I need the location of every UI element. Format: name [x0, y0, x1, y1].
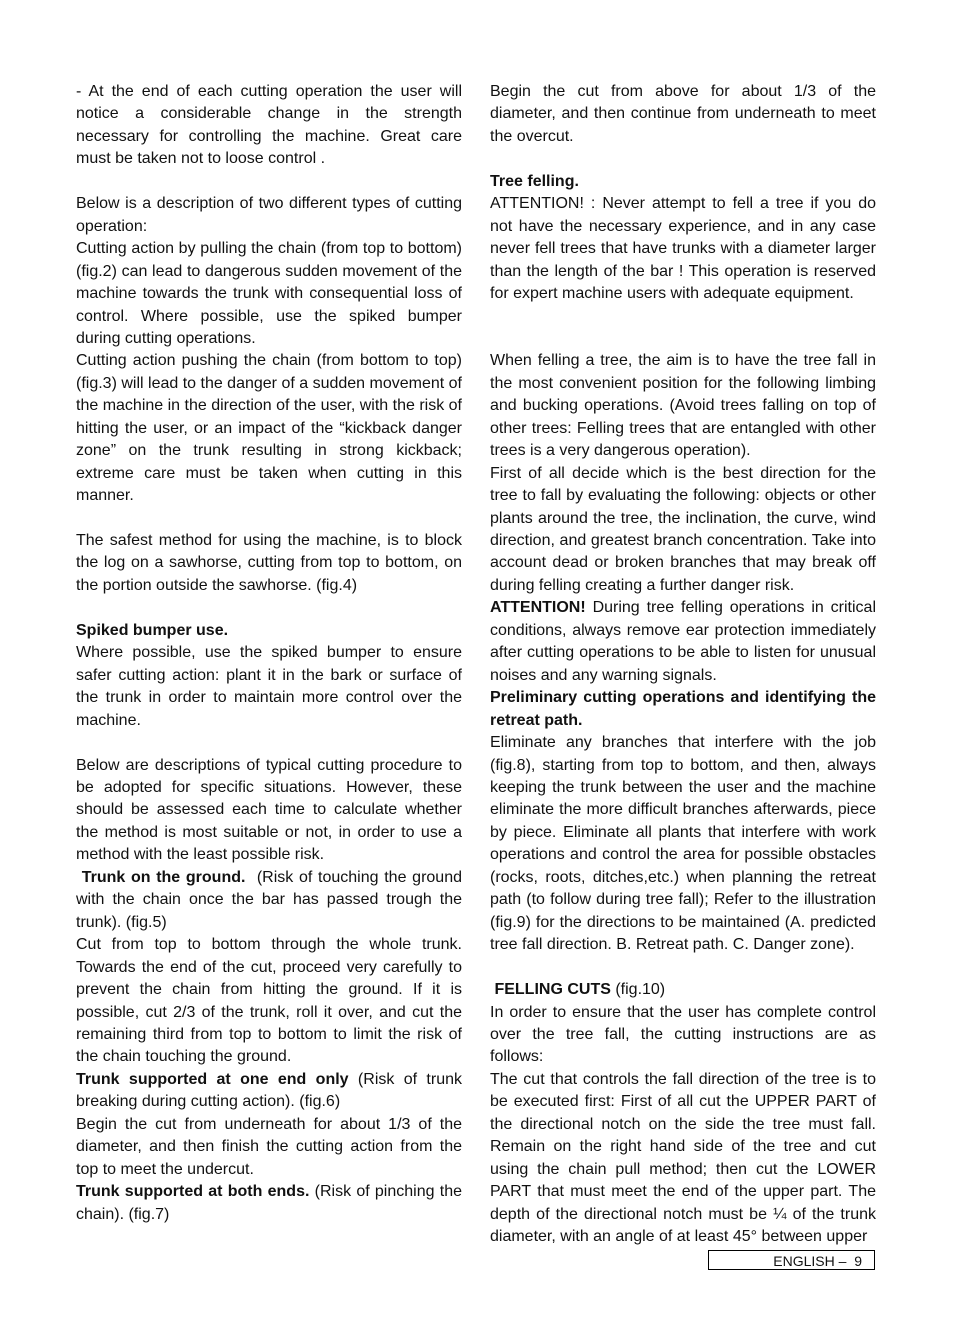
paragraph [76, 867, 467, 934]
section-heading-preliminary: Preliminary cutting operations and identifying the retreat path. [490, 689, 876, 729]
paragraph: The safest method for using the machine, is to block the log on a sawhorse, cutting from top to bottom, on the portion outside the sawhorse. (fig.4) [76, 532, 462, 594]
paragraph [76, 1181, 462, 1226]
paragraph: First of all decide which is the best direction for the tree to fall by evaluating the following: objects or other plants around the tree, the inclination, the curve, wind direction, and greatest branch concentration. Take into account dead or broken branches that may break off during felling creating a further danger risk. [490, 464, 876, 594]
page-number-box [708, 1250, 875, 1270]
left-column [76, 81, 467, 1226]
right-column [490, 81, 876, 1249]
inline-heading-one-end: Trunk supported at one end only [76, 1070, 349, 1088]
inline-text: (fig.10) [610, 981, 666, 999]
paragraph: When felling a tree, the aim is to have the tree fall in the most convenient position for the following limbing and bucking operations. (Avoid trees falling on top of other trees: Felling trees that are entangled with other trees is a very dangerous operation). [490, 352, 876, 460]
paragraph: Cutting action by pulling the chain (from top to bottom) (fig.2) can lead to dangerous sudden movement of the machine towards the trunk with consequential loss of control. Where possible, use the spiked bumper during cutting operations. [76, 240, 462, 347]
section-heading-tree-felling: Tree felling. [490, 172, 579, 190]
section-heading-felling-cuts: FELLING CUTS [490, 981, 611, 999]
paragraph [490, 597, 876, 687]
section-heading-spiked-bumper: Spiked bumper use. [76, 621, 229, 639]
paragraph [490, 979, 876, 1001]
attention-label: ATTENTION! [490, 599, 586, 617]
paragraph: Below are descriptions of typical cutting procedure to be adopted for specific situations. However, these should be assessed each time to calculate whether the method is most suitable or not, in order to use a method with the least possible risk. [76, 756, 462, 864]
inline-text: (Risk of pinching the chain). (fig.7) [76, 1183, 462, 1223]
inline-heading-trunk-on-ground: Trunk on the ground. [76, 868, 246, 886]
paragraph: Eliminate any branches that interfere with the job (fig.8), starting from top to bottom, and then, always keeping the trunk between the user and the machine eliminate the more difficult branches afterwards, piece by piece. Eliminate all plants that interfere with work operations and control the area for possible obstacles (rocks, roots, ditches,etc.) when planning the retreat path (to follow during tree fall); Refer to the illustration (fig.9) for the directions to be maintained (A. predicted tree fall direction. B. Retreat path. C. Danger zone). [490, 734, 876, 954]
paragraph: The cut that controls the fall direction of the tree is to be executed first: First of all cut the UPPER PART of the directional notch on the side the tree must fall. Remain on the right hand side of the tree and cut using the chain pull method; then cut the LOWER PART that must meet the end of the upper part. The depth of the directional notch must be ¼ of the trunk diameter, with an angle of at least 45° between upper [490, 1070, 876, 1246]
paragraph: Cutting action pushing the chain (from bottom to top) (fig.3) will lead to the danger of a sudden movement of the machine in the direction of the user, with the risk of hitting the user, or an impact of the “kickback danger zone” on the trunk resulting in strong kickback; extreme care must be taken when cutting in this manner. [76, 352, 462, 505]
paragraph: Begin the cut from above for about 1/3 of the diameter, and then continue from underneath to meet the overcut. [490, 83, 876, 145]
inline-text: (Risk of touching the ground with the chain once the bar has passed trough the trunk). (fig.5) [76, 868, 467, 931]
inline-heading-both-ends: Trunk supported at both ends. [76, 1183, 310, 1201]
inline-text: During tree felling operations in critical conditions, always remove ear protection immediately after cutting operations to be able to listen for unusual noises and any warning signals. [490, 599, 876, 684]
paragraph: ATTENTION! : Never attempt to fell a tree if you do not have the necessary experience, and in any case never fell trees that have trunks with a diameter larger than the length of the bar ! This operation is reserved for expert machine users with adequate equipment. [490, 195, 876, 303]
paragraph: Where possible, use the spiked bumper to ensure safer cutting action: plant it in the bark or surface of the trunk in order to maintain more control over the machine. [76, 644, 462, 729]
paragraph: Cut from top to bottom through the whole trunk. Towards the end of the cut, proceed very carefully to prevent the chain from hitting the ground. If it is possible, cut 2/3 of the trunk, roll it over, and cut the remaining third from top to bottom to limit the risk of the chain touching the ground. [76, 936, 462, 1066]
inline-text: (Risk of trunk breaking during cutting action). (fig.6) [76, 1070, 463, 1111]
paragraph: Begin the cut from underneath for about 1/3 of the diameter, and then finish the cutting action from the top to meet the undercut. [76, 1115, 462, 1178]
page-number: ENGLISH – 9 [773, 1253, 862, 1269]
paragraph: In order to ensure that the user has complete control over the tree fall, the cutting instructions are as follows: [490, 1003, 876, 1066]
paragraph: Below is a description of two different types of cutting operation: [76, 195, 462, 235]
paragraph: - At the end of each cutting operation the user will notice a considerable change in the strength necessary for controlling the machine. Great care must be taken not to loose control . [76, 83, 462, 168]
paragraph [76, 1069, 462, 1114]
